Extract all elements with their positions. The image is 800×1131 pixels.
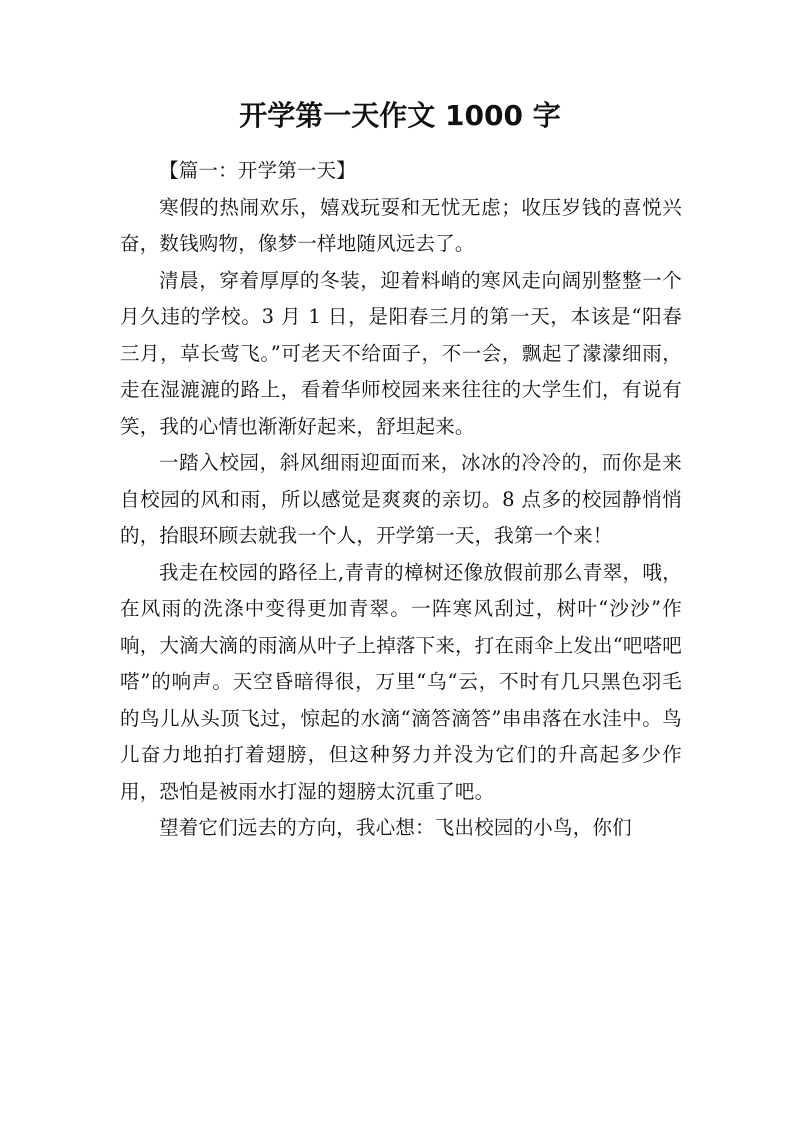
paragraph-5: 望着它们远去的方向，我心想：飞出校园的小鸟，你们	[159, 816, 632, 839]
paragraph-4: 我走在校园的路径上,青青的樟树还像放假前那么青翠，哦，在风雨的洗涤中变得更加青翠。一阵寒风刮过，树叶“沙沙”作响，大滴大滴的雨滴从叶子上掉落下来，打在雨伞上发出“吧嗒吧嗒”的响声。天空昏暗得很，万里“乌“云，不时有几只黑色羽毛的鸟儿从头顶飞过，惊起的水滴“滴答滴答”串串落在水洼中。鸟儿奋力地拍打着翅膀，但这种努力并没为它们的升高起多少作用，恐怕是被雨水打湿的翅膀太沉重了吧。	[120, 560, 682, 803]
paragraph-3: 一踏入校园，斜风细雨迎面而来，冰冰的冷冷的，而你是来自校园的风和雨，所以感觉是爽爽的亲切。8 点多的校园静悄悄的，抬眼环顾去就我一个人，开学第一天，我第一个来！	[120, 451, 682, 547]
page-title: 开学第一天作文 1000 字	[239, 99, 561, 132]
paragraph-2: 清晨，穿着厚厚的冬装，迎着料峭的寒风走向阔别整整一个月久违的学校。3 月 1 日，是阳春三月的第一天，本该是“阳春三月，草长莺飞。”可老天不给面子，不一会，飘起了濛濛细雨，走在湿漉漉的路上，看着华师校园来来往往的大学生们，有说有笑，我的心情也渐渐好起来，舒坦起来。	[120, 268, 682, 438]
section-heading: 【篇一：开学第一天】	[159, 159, 357, 182]
paragraph-1: 寒假的热闹欢乐，嬉戏玩耍和无忧无虑；收压岁钱的喜悦兴奋，数钱购物，像梦一样地随风远去了。	[120, 195, 682, 255]
document-body	[120, 153, 682, 847]
